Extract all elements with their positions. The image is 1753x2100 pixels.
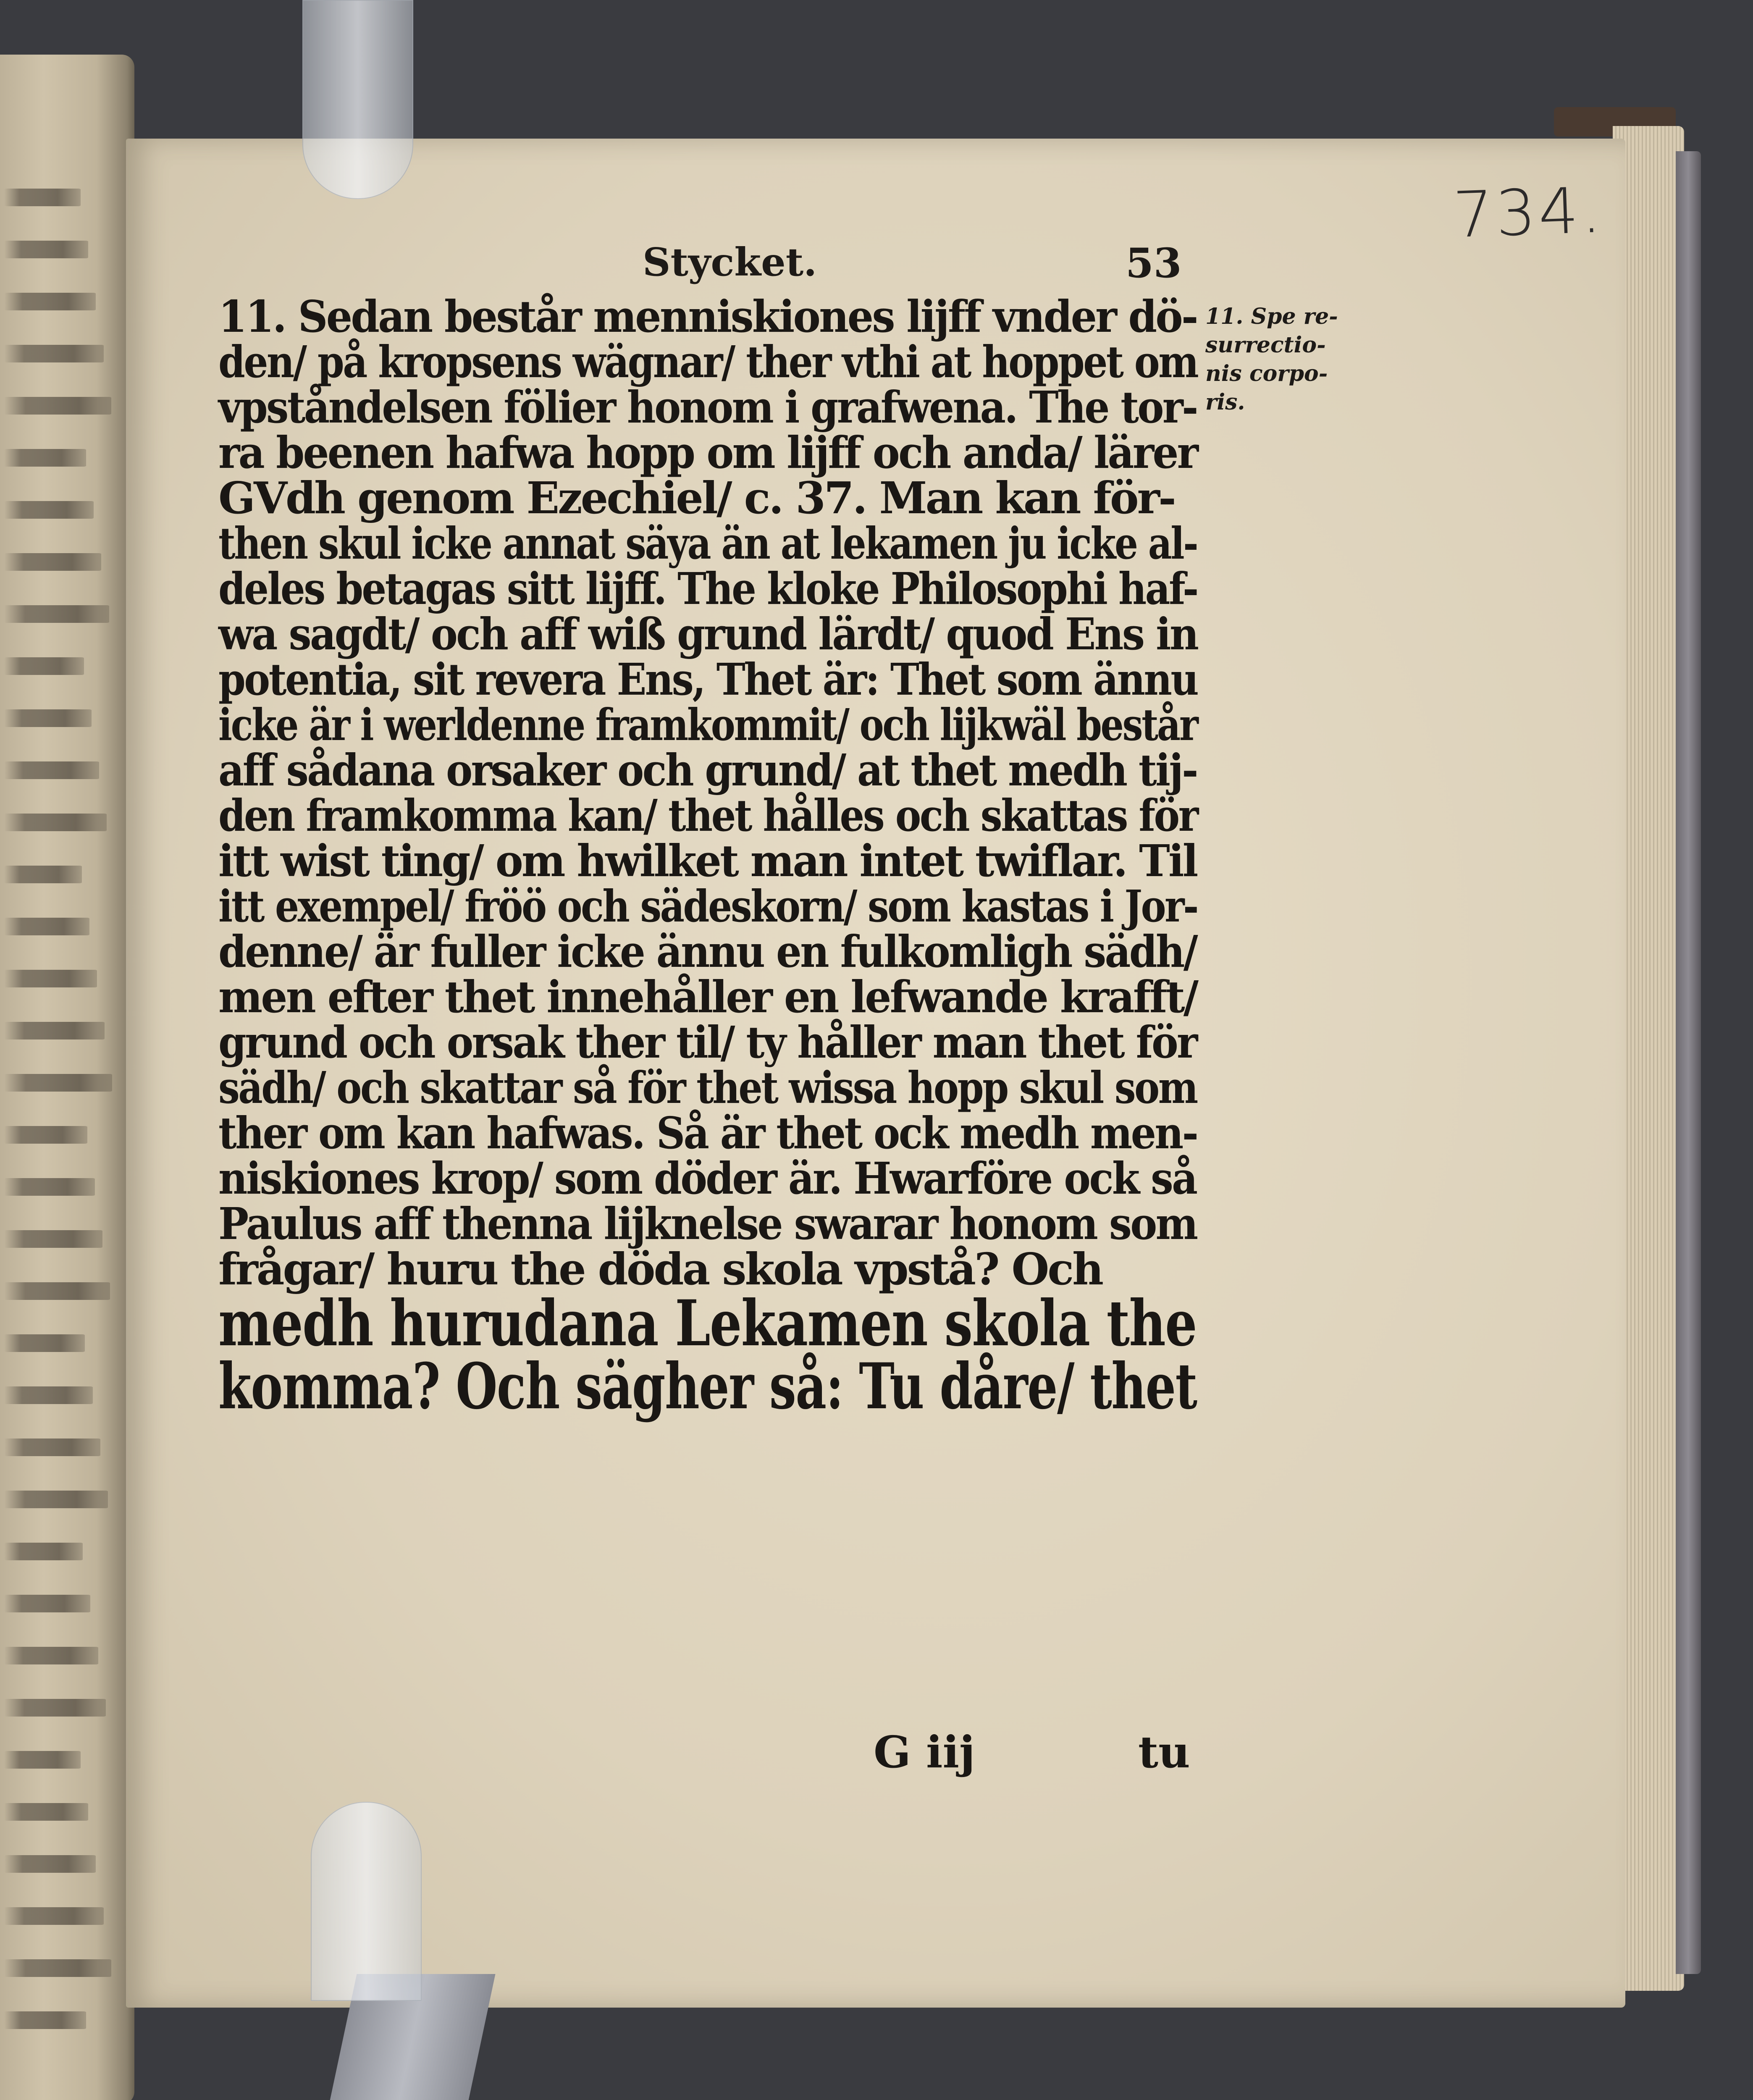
text-line-large: medh hurudana Lekamen skola the — [218, 1286, 1197, 1360]
text-line: deles betagas sitt lijff. The kloke Philosophi haf- — [218, 563, 1197, 614]
text-line: itt exempel/ fröö och sädeskorn/ som kastas i Jor- — [218, 880, 1198, 932]
text-line: aff sådana orsaker och grund/ at thet medh tij- — [218, 744, 1197, 796]
left-page-shadow-line — [4, 1386, 93, 1404]
left-page-shadow-line — [4, 970, 97, 987]
margin-note — [1205, 302, 1357, 417]
text-line: den framkomma kan/ thet hålles och skattas för — [218, 790, 1197, 841]
text-line: Paulus aff thenna lijknelse swarar honom som — [218, 1198, 1197, 1250]
text-line: ra beenen hafwa hopp om lijff och anda/ lärer — [218, 427, 1197, 478]
left-page-shadow-line — [4, 866, 82, 883]
left-page-text-shadow — [4, 172, 113, 2047]
left-page-shadow-line — [4, 553, 101, 571]
left-page-shadow-line — [4, 1803, 88, 1821]
left-page-shadow-line — [4, 605, 109, 623]
archive-number: 734. — [1452, 173, 1605, 252]
left-page-shadow-line — [4, 1699, 106, 1717]
left-page-shadow-line — [4, 1074, 112, 1092]
text-line: men efter thet innehåller en lefwande krafft/ — [218, 971, 1197, 1023]
text-line: den/ på kropsens wägnar/ ther vthi at hoppet om — [218, 336, 1198, 388]
text-line: vpståndelsen fölier honom i grafwena. The tor- — [218, 381, 1197, 433]
left-page-shadow-line — [4, 241, 88, 258]
bottom-book-clip — [311, 1802, 422, 2001]
text-line: 11. Sedan består menniskiones lijff vnder dö- — [218, 291, 1197, 342]
signature-mark: G iij — [874, 1726, 975, 1778]
margin-note-line: surrectio- — [1205, 332, 1326, 358]
left-page-shadow-line — [4, 1334, 85, 1352]
text-line: denne/ är fuller icke ännu en fulkomligh sädh/ — [218, 926, 1197, 977]
text-line: sädh/ och skattar så för thet wissa hopp skul som — [218, 1062, 1197, 1113]
left-page-shadow-line — [4, 501, 94, 519]
left-page-shadow-line — [4, 1126, 87, 1144]
left-page-shadow-line — [4, 657, 84, 675]
left-page-shadow-line — [4, 449, 86, 467]
left-page-shadow-line — [4, 1438, 100, 1456]
page-number: 53 — [1126, 239, 1182, 287]
margin-note-line: 11. Spe re- — [1205, 304, 1338, 329]
left-page-shadow-line — [4, 1647, 98, 1664]
left-page-shadow-line — [4, 2011, 86, 2029]
text-line-large: komma? Och sägher så: Tu dåre/ thet — [218, 1349, 1197, 1423]
text-line: grund och orsak ther til/ ty håller man thet för — [218, 1016, 1197, 1068]
text-line: GVdh genom Ezechiel/ c. 37. Man kan för- — [218, 472, 1175, 524]
left-page-shadow-line — [4, 1178, 95, 1196]
left-page-shadow-line — [4, 814, 107, 831]
left-page-shadow-line — [4, 293, 96, 310]
left-page-edge — [0, 55, 134, 2100]
left-page-shadow-line — [4, 709, 92, 727]
left-page-shadow-line — [4, 1282, 110, 1300]
left-page-shadow-line — [4, 1230, 102, 1248]
book-cover-edge — [1676, 151, 1701, 1974]
top-book-clip — [302, 0, 413, 199]
text-line: frågar/ huru the döda skola vpstå? Och — [218, 1243, 1102, 1295]
running-head-title: Stycket. — [643, 239, 817, 285]
text-line: icke är i werldenne framkommit/ och lijkwäl består — [218, 699, 1197, 751]
left-page-shadow-line — [4, 918, 89, 935]
left-page-shadow-line — [4, 397, 111, 415]
text-line: potentia, sit revera Ens, Thet är: Thet som ännu — [218, 654, 1198, 705]
catchword: tu — [1138, 1726, 1190, 1778]
body-text — [218, 291, 1205, 1423]
left-page-shadow-line — [4, 345, 104, 362]
left-page-shadow-line — [4, 1022, 105, 1040]
text-line: itt wist ting/ om hwilket man intet twiflar. Til — [218, 835, 1197, 887]
left-page-shadow-line — [4, 1907, 104, 1925]
left-page-shadow-line — [4, 761, 99, 779]
left-page-shadow-line — [4, 1751, 81, 1769]
left-page-shadow-line — [4, 1595, 90, 1612]
left-page-shadow-line — [4, 189, 81, 206]
left-page-shadow-line — [4, 1491, 108, 1508]
left-page-shadow-line — [4, 1543, 83, 1560]
text-line: ther om kan hafwas. Så är thet ock medh men- — [218, 1107, 1197, 1159]
text-line: niskiones krop/ som döder är. Hwarföre ock så — [218, 1152, 1197, 1204]
left-page-shadow-line — [4, 1855, 96, 1873]
margin-note-line: ris. — [1205, 389, 1245, 415]
text-line: then skul icke annat säya än at lekamen ju icke al- — [218, 517, 1197, 569]
text-line: wa sagdt/ och aff wiß grund lärdt/ quod Ens in — [218, 608, 1198, 660]
left-page-shadow-line — [4, 1959, 111, 1977]
margin-note-line: nis corpo- — [1205, 361, 1328, 386]
